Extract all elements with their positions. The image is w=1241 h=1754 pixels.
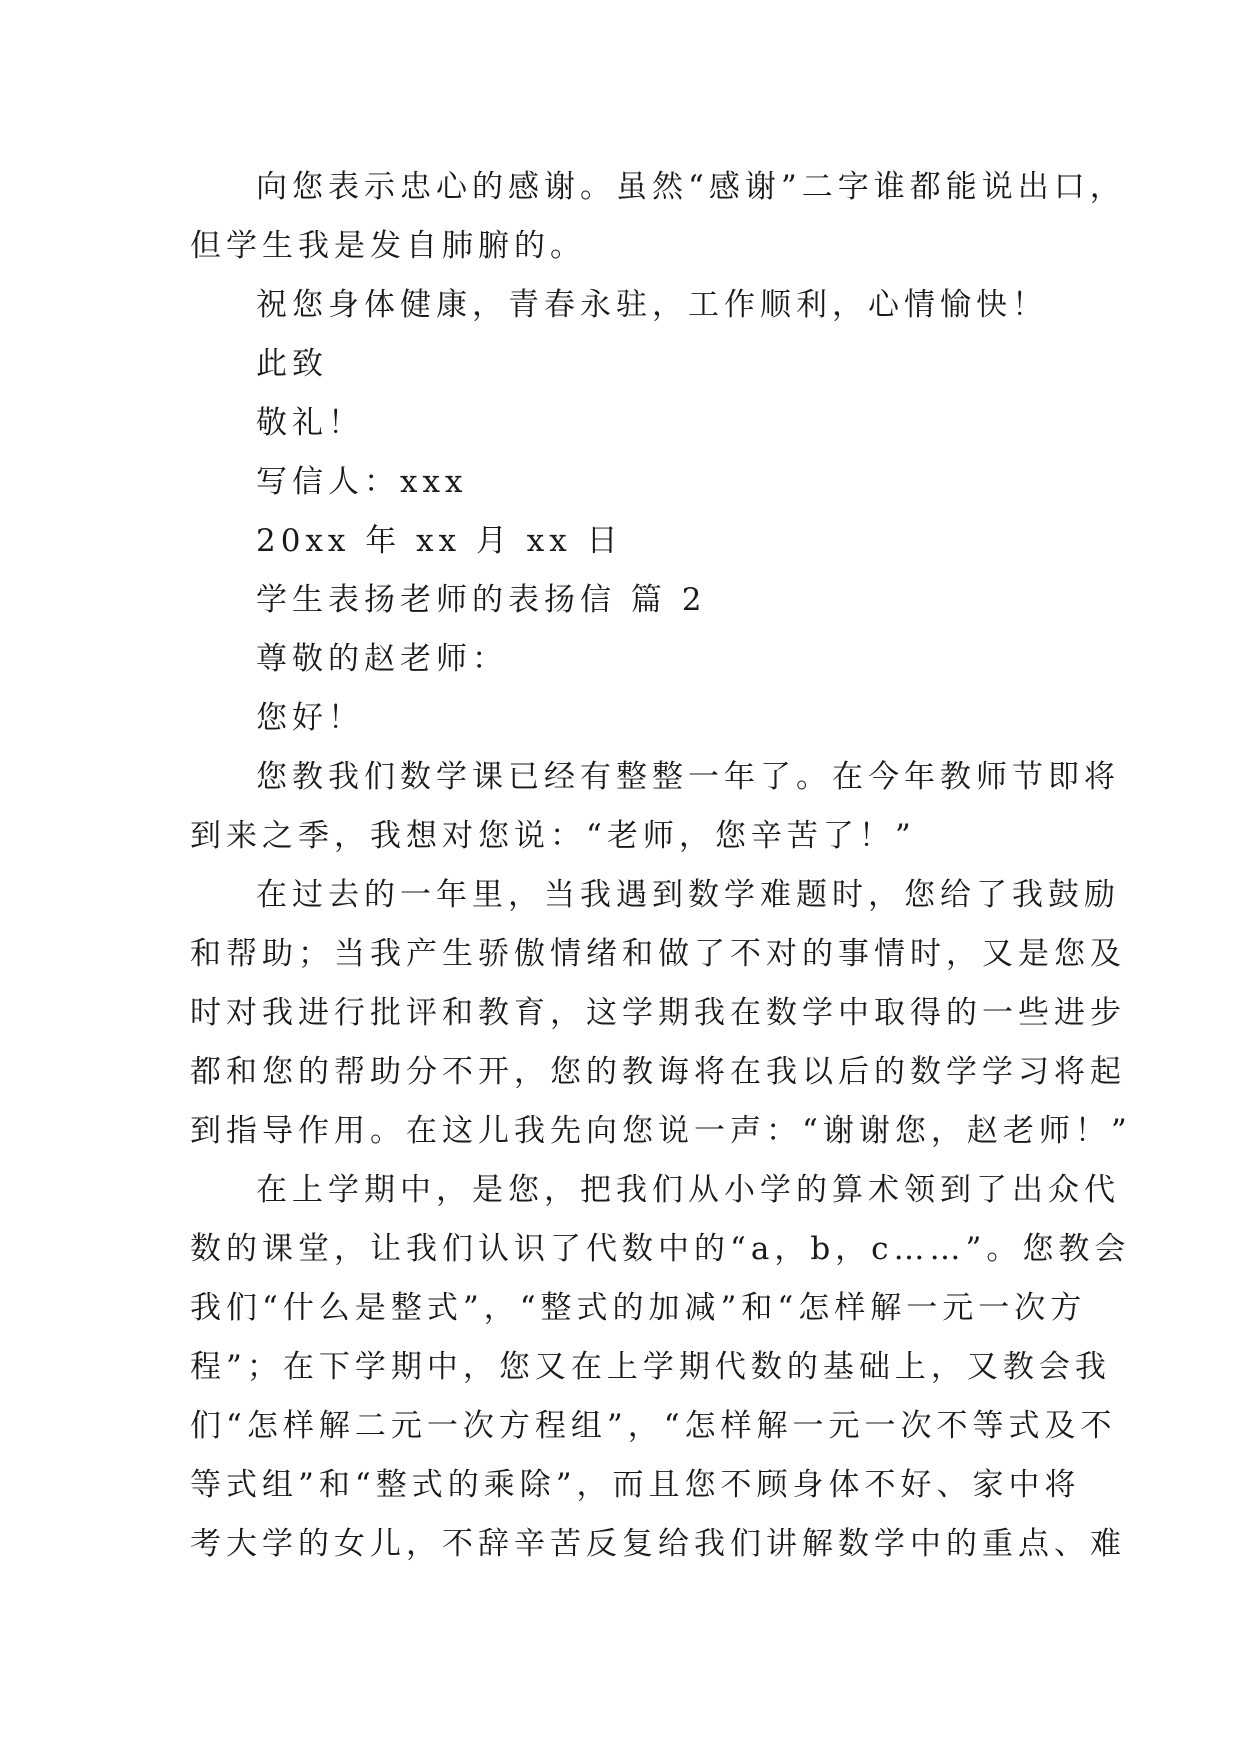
text-line-19: 数的课堂，让我们认识了代数中的“a，b，c……”。您教会 [190,1231,1131,1267]
text-line-2: 但学生我是发自肺腑的。 [190,228,586,264]
text-line-21: 程”；在下学期中，您又在上学期代数的基础上，又教会我 [190,1349,1111,1385]
text-line-1: 向您表示忠心的感谢。虽然“感谢”二字谁都能说出口， [256,169,1126,205]
text-line-15: 时对我进行批评和教育，这学期我在数学中取得的一些进步 [190,995,1126,1031]
text-line-24: 考大学的女儿，不辞辛苦反复给我们讲解数学中的重点、难 [190,1526,1126,1562]
text-line-18: 在上学期中，是您，把我们从小学的算术领到了出众代 [256,1172,1120,1208]
text-line-16: 都和您的帮助分不开，您的教诲将在我以后的数学学习将起 [190,1054,1126,1090]
text-line-5: 敬礼！ [256,405,364,441]
section-heading: 学生表扬老师的表扬信 篇 2 [256,582,707,618]
text-line-13: 在过去的一年里，当我遇到数学难题时，您给了我鼓励 [256,877,1120,913]
text-line-12: 到来之季，我想对您说：“老师，您辛苦了！” [190,818,916,854]
text-line-10: 您好！ [256,700,364,736]
text-line-11: 您教我们数学课已经有整整一年了。在今年教师节即将 [256,759,1120,795]
letter-body [190,158,1132,1574]
text-line-4: 此致 [256,346,328,382]
text-line-14: 和帮助；当我产生骄傲情绪和做了不对的事情时，又是您及 [190,936,1126,972]
text-line-20: 我们“什么是整式”，“整式的加减”和“怎样解一元一次方 [190,1290,1087,1326]
text-line-22: 们“怎样解二元一次方程组”，“怎样解一元一次不等式及不 [190,1408,1117,1444]
text-line-9: 尊敬的赵老师： [256,641,508,677]
text-line-3: 祝您身体健康，青春永驻，工作顺利，心情愉快！ [256,287,1048,323]
text-line-17: 到指导作用。在这儿我先向您说一声：“谢谢您，赵老师！” [190,1113,1132,1149]
text-line-6: 写信人：xxx [256,464,468,500]
text-line-7: 20xx 年 xx 月 xx 日 [256,523,623,559]
text-line-23: 等式组”和“整式的乘除”，而且您不顾身体不好、家中将 [190,1467,1081,1503]
